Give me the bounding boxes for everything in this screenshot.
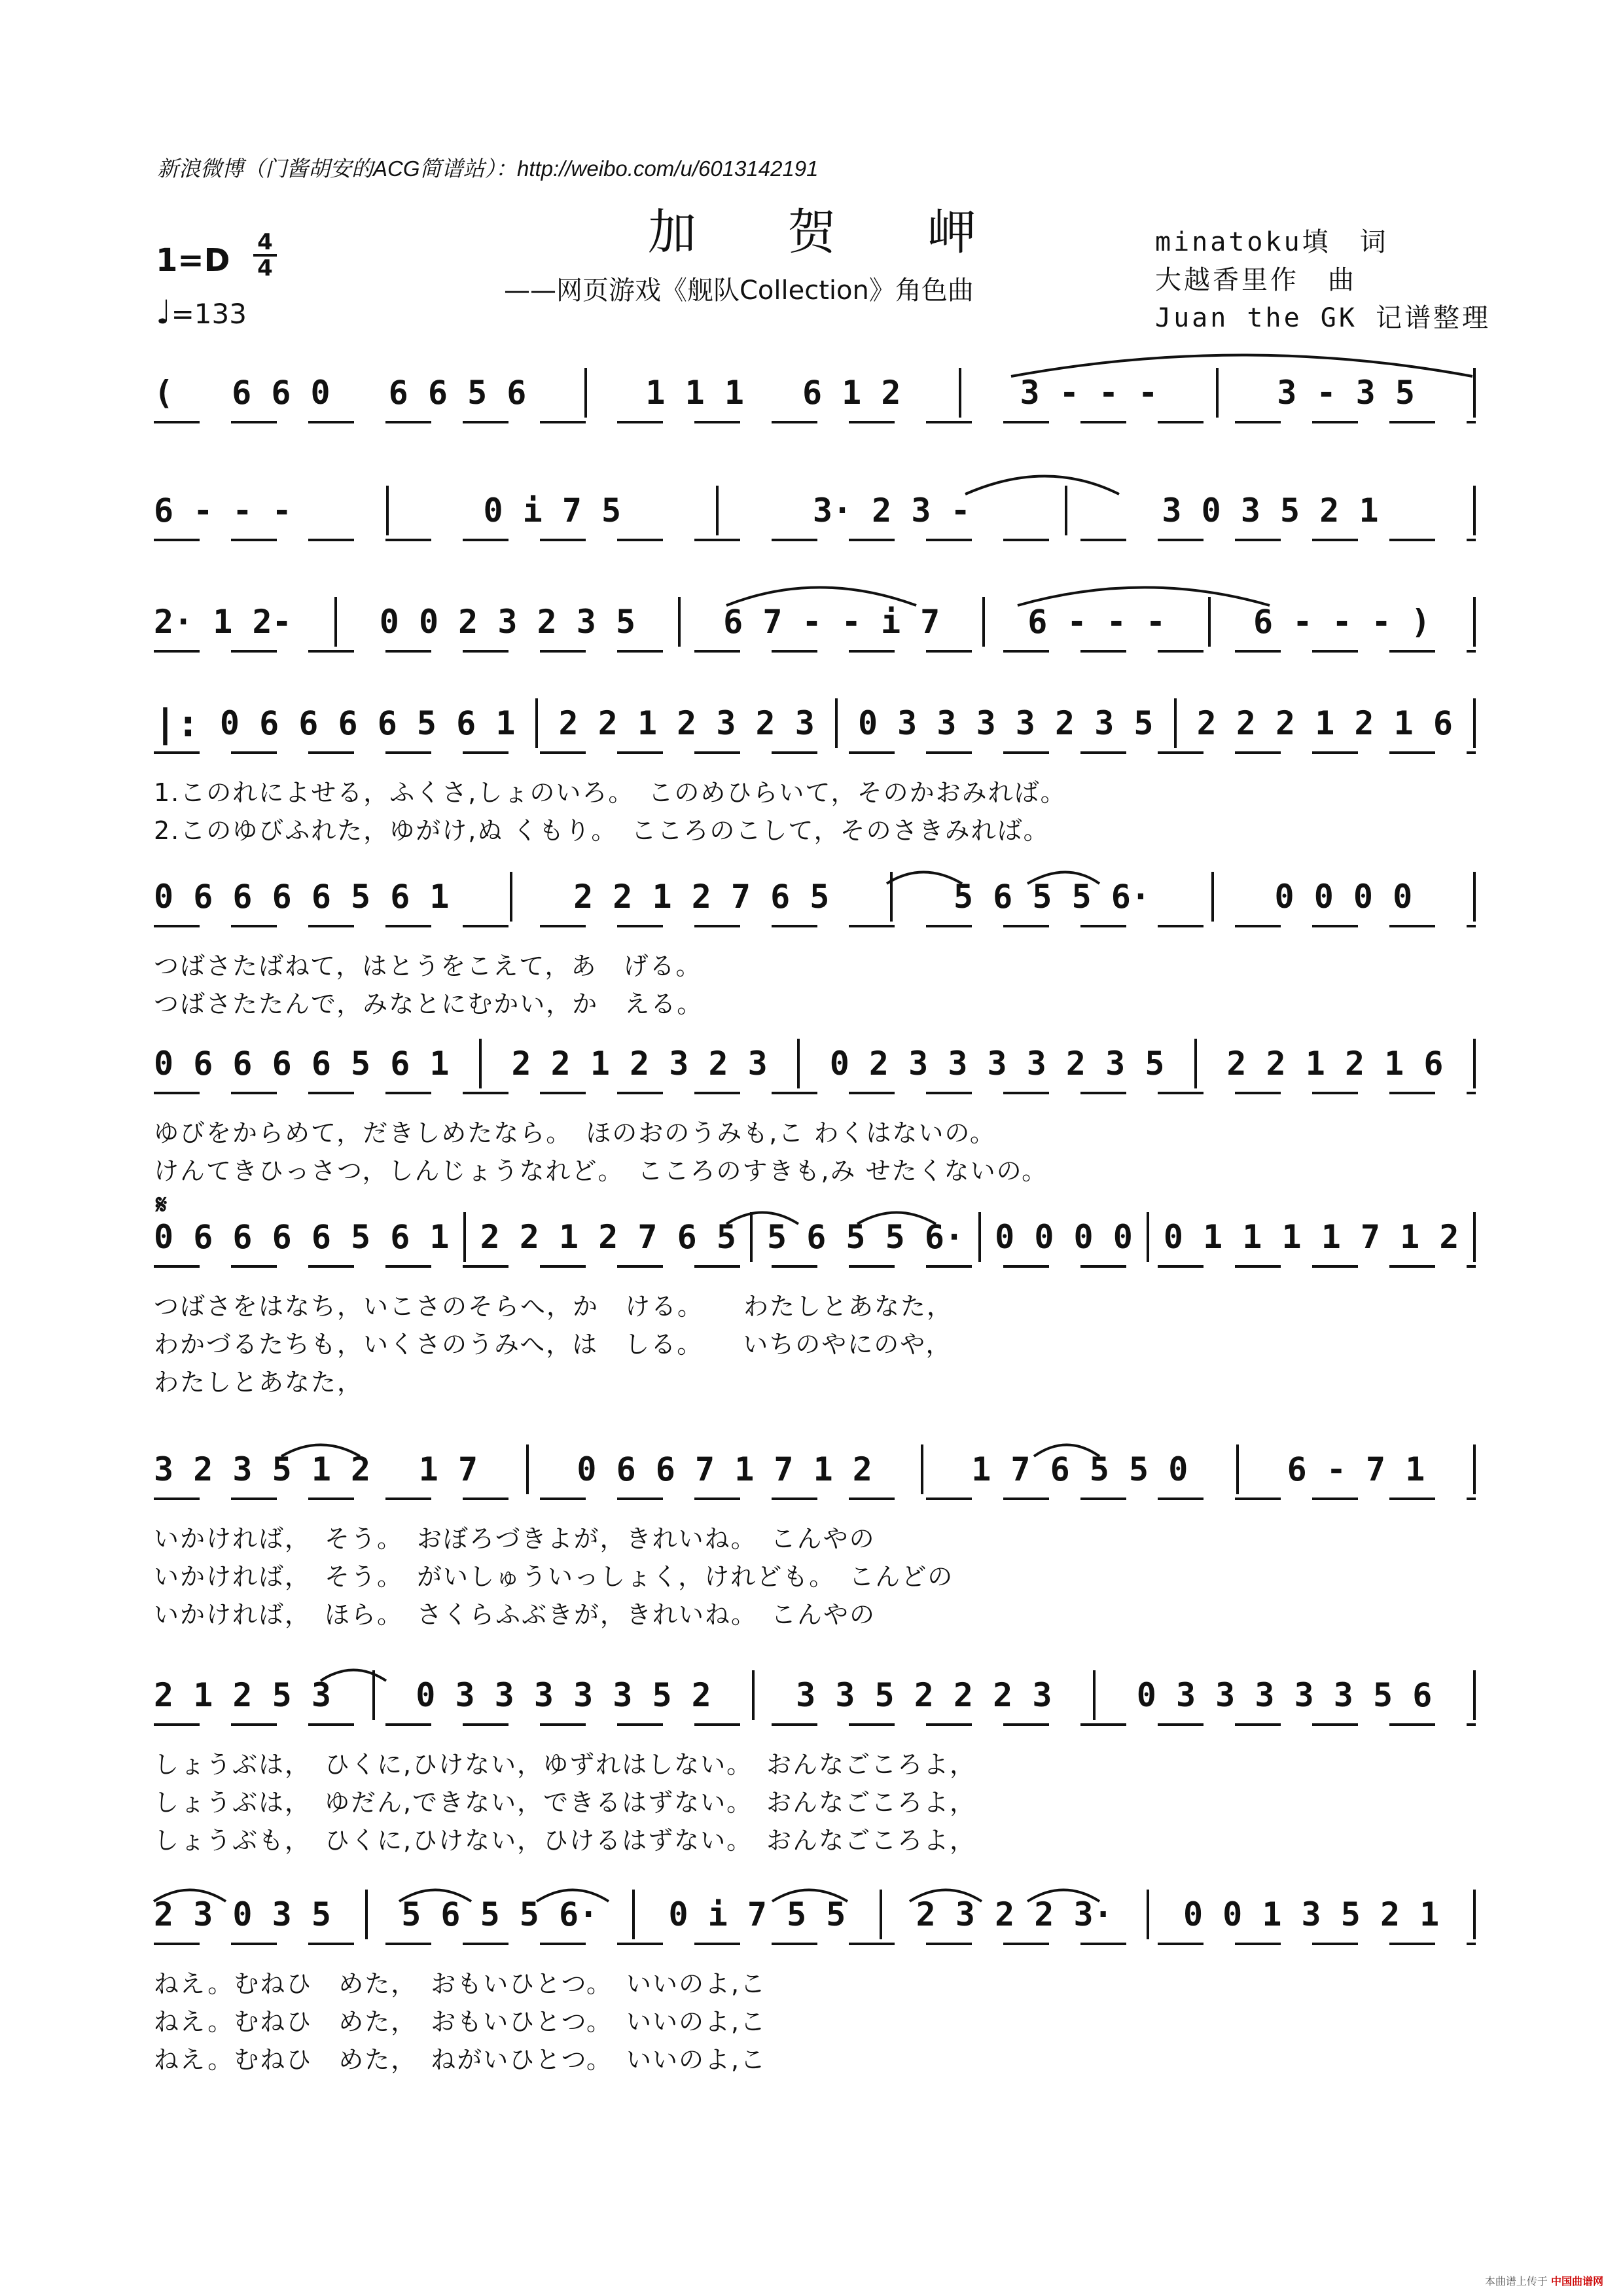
barline xyxy=(716,486,719,535)
lyric-line: しょうぶは， ひくに,ひけない，ゆずれはしない。 おんなごころよ， xyxy=(154,1750,976,1779)
note-group: 0 6 6 6 6 5 6 1 xyxy=(154,1218,450,1256)
time-sig-top: 4 xyxy=(257,229,273,255)
notes-line xyxy=(154,370,1476,416)
underline-beams xyxy=(154,925,1476,927)
underline-beams xyxy=(154,1498,1476,1500)
barline xyxy=(752,1670,755,1720)
footer-text: 本曲谱上传于 xyxy=(1484,2275,1548,2287)
note-group: 6 - 7 1 xyxy=(1287,1450,1425,1488)
barline xyxy=(959,368,961,418)
barline xyxy=(1174,698,1177,748)
lyric-line: いかければ， ほら。 さくらふぶきが，きれいね。 こんやの xyxy=(154,1600,876,1629)
barline xyxy=(1473,1890,1476,1939)
note-group: 3 3 5 2 2 2 3 xyxy=(796,1676,1052,1714)
barline xyxy=(1147,1212,1149,1262)
underline-beams xyxy=(154,1092,1476,1094)
barline xyxy=(880,1890,882,1939)
barline xyxy=(584,368,587,418)
note-group: 3 - - - xyxy=(1020,374,1158,412)
barline xyxy=(334,597,337,647)
lyric-line: わかづるたちも，いくさのうみへ，は しる。 いちのやにのや， xyxy=(154,1330,952,1359)
note-group: 6 - - - xyxy=(1027,603,1166,641)
note-group: 5 6 5 5 6· xyxy=(767,1218,965,1256)
lyric-line: わたしとあなた， xyxy=(154,1368,364,1397)
note-group: 0 0 0 0 xyxy=(1274,878,1413,916)
barline xyxy=(479,1039,482,1088)
note-group: 0 3 3 3 3 2 3 5 xyxy=(857,704,1154,742)
barline xyxy=(372,1670,375,1720)
footer-site: 中国曲谱网 xyxy=(1550,2275,1603,2287)
barline xyxy=(982,597,985,647)
note-group: 0 i 7 5 xyxy=(483,492,622,529)
underline-beams xyxy=(154,1723,1476,1726)
segno-icon: 𝄋 xyxy=(156,1190,168,1220)
lyric-line: つばさをはなち，いこさのそらへ，か ける。 わたしとあなた， xyxy=(154,1292,954,1321)
note-group: 6 6 0 xyxy=(232,374,330,412)
note-group: 0 6 6 6 6 5 6 1 xyxy=(154,1045,450,1083)
note-group: 6 - - - xyxy=(154,492,292,529)
barline xyxy=(1211,872,1214,922)
lyric-line: ゆびをからめて，だきしめたなら。 ほのおのうみも,こ わくはないの。 xyxy=(154,1119,996,1147)
barline xyxy=(1147,1890,1149,1939)
barline xyxy=(1473,1039,1476,1088)
underline-beams xyxy=(154,1265,1476,1268)
note-group: 1 1 1 xyxy=(645,374,744,412)
notes-line xyxy=(154,874,1476,920)
note-group: 6 - - - ) xyxy=(1253,603,1431,641)
barline xyxy=(750,1212,753,1262)
underline-beams xyxy=(154,751,1476,754)
lyric-line: しょうぶも， ひくに,ひけない，ひけるはずない。 おんなごころよ， xyxy=(154,1826,976,1855)
note-group: 0 6 6 6 6 5 6 1 xyxy=(154,878,450,916)
tempo-value: =133 xyxy=(171,298,247,330)
lyric-line: ねえ。むねひ めた， おもいひとつ。 いいのよ,こ xyxy=(154,2007,767,2036)
barline xyxy=(510,872,512,922)
note-group: ( xyxy=(154,374,174,412)
note-group: 0 0 2 3 2 3 5 xyxy=(379,603,636,641)
barline xyxy=(365,1890,368,1939)
lyric-line: いかければ， そう。 がいしゅういっしょく，けれども。 こんどの xyxy=(154,1562,954,1591)
barline xyxy=(1473,1212,1476,1262)
note-group: 2 2 1 2 1 6 xyxy=(1226,1045,1444,1083)
lyric-line: けんてきひっさつ，しんじょうなれど。 こころのすきも,み せたくないの。 xyxy=(154,1157,1048,1185)
note-group: 0 2 3 3 3 3 2 3 5 xyxy=(829,1045,1165,1083)
barline xyxy=(1473,872,1476,922)
note-group: 5 6 5 5 6· xyxy=(953,878,1150,916)
underline-beams xyxy=(154,1943,1476,1945)
barline xyxy=(1065,486,1067,535)
note-group: 2 2 1 2 3 2 3 xyxy=(558,704,815,742)
note-group: 6 1 2 xyxy=(802,374,901,412)
note-group: 0 0 0 0 xyxy=(995,1218,1133,1256)
barline xyxy=(1236,1444,1239,1494)
note-group: 6 6 5 6 xyxy=(388,374,527,412)
notes-line xyxy=(154,1214,1476,1260)
note-group: 2 2 1 2 7 6 5 xyxy=(480,1218,736,1256)
note-group: 3 - 3 5 xyxy=(1277,374,1415,412)
note-group: 3· 2 3 - xyxy=(812,492,971,529)
tempo-marking xyxy=(156,293,247,331)
note-group: 3 0 3 5 2 1 xyxy=(1162,492,1379,529)
note-group: 0 1 1 1 1 7 1 2 xyxy=(1163,1218,1459,1256)
underline-beams xyxy=(154,650,1476,653)
footer-credit xyxy=(1485,2273,1603,2288)
barline xyxy=(1473,1444,1476,1494)
note-group: 2 1 2 5 3 xyxy=(154,1676,331,1714)
notes-line xyxy=(154,700,1476,746)
note-group: 2· 1 2- xyxy=(154,603,292,641)
barline xyxy=(526,1444,529,1494)
note-group: 0 i 7 5 5 xyxy=(668,1895,846,1933)
barline xyxy=(463,1212,466,1262)
barline xyxy=(1473,597,1476,647)
song-title: 加 贺 岬 xyxy=(648,204,1014,260)
barline xyxy=(1093,1670,1096,1720)
note-group: 0 6 6 6 6 5 6 1 xyxy=(219,704,516,742)
credit-composer: 大越香里作 曲 xyxy=(1155,265,1357,295)
notes-line xyxy=(154,1041,1476,1086)
quarter-note-icon: ♩ xyxy=(156,293,171,331)
notes-line xyxy=(154,1892,1476,1937)
barline xyxy=(890,872,893,922)
note-group: 2 2 1 2 7 6 5 xyxy=(573,878,830,916)
note-group: 2 2 1 2 3 2 3 xyxy=(511,1045,768,1083)
time-signature xyxy=(252,230,278,280)
note-group: 1 7 xyxy=(418,1450,478,1488)
note-group: 6 7 - - i 7 xyxy=(723,603,940,641)
barline xyxy=(632,1890,635,1939)
lyric-line: つばさたたんで，みなとにむかい，か える。 xyxy=(154,990,704,1018)
notes-line xyxy=(154,1446,1476,1492)
barline xyxy=(1473,1670,1476,1720)
lyric-line: しょうぶは， ゆだん,できない，できるはずない。 おんなごころよ， xyxy=(154,1788,976,1817)
note-group: 2 3 0 3 5 xyxy=(154,1895,331,1933)
key-signature: 1=D xyxy=(156,242,230,279)
lyric-line: ねえ。むねひ めた， おもいひとつ。 いいのよ,こ xyxy=(154,1969,767,1998)
barline xyxy=(1216,368,1219,418)
barline xyxy=(978,1212,981,1262)
note-group: 5 6 5 5 6· xyxy=(401,1895,599,1933)
barline xyxy=(835,698,838,748)
note-group: 1 7 6 5 5 0 xyxy=(971,1450,1188,1488)
lyric-line: ねえ。むねひ めた， ねがいひとつ。 いいのよ,こ xyxy=(154,2045,767,2074)
note-group: 2 2 2 1 2 1 6 xyxy=(1196,704,1453,742)
lyric-line: 1.このれによせる，ふくさ,しょのいろ。 このめひらいて，そのかおみれば。 xyxy=(154,778,1067,807)
repeat-sign: |: xyxy=(154,701,200,745)
notes-line xyxy=(154,599,1476,645)
notes-line xyxy=(154,488,1476,533)
credit-transcriber: Juan the GK 记谱整理 xyxy=(1155,303,1491,333)
underline-beams xyxy=(154,421,1476,423)
song-subtitle: ——网页游戏《舰队Collection》角色曲 xyxy=(504,276,974,306)
barline xyxy=(921,1444,923,1494)
note-group: 2 3 2 2 3· xyxy=(916,1895,1113,1933)
note-group: 0 3 3 3 3 3 5 6 xyxy=(1136,1676,1433,1714)
lyric-line: 2.このゆびふれた，ゆがけ,ぬ くもり。 こころのこして，そのさきみれば。 xyxy=(154,816,1050,845)
note-group: 0 3 3 3 3 3 5 2 xyxy=(416,1676,711,1714)
lyric-line: いかければ， そう。 おぼろづきよが，きれいね。 こんやの xyxy=(154,1524,876,1553)
note-group: 0 0 1 3 5 2 1 xyxy=(1183,1895,1440,1933)
credit-lyricist: minatoku填 词 xyxy=(1155,227,1389,257)
barline xyxy=(797,1039,800,1088)
underline-beams xyxy=(154,539,1476,541)
barline xyxy=(1473,368,1476,418)
source-note: 新浪微博（门酱胡安的ACG简谱站）：http://weibo.com/u/6013142191 xyxy=(157,156,819,181)
time-sig-bottom: 4 xyxy=(257,255,273,281)
barline xyxy=(1473,698,1476,748)
barline xyxy=(1194,1039,1197,1088)
barline xyxy=(1473,486,1476,535)
lyric-line: つばさたばねて，はとうをこえて，あ げる。 xyxy=(154,952,702,980)
barline xyxy=(535,698,538,748)
notes-line xyxy=(154,1672,1476,1718)
barline xyxy=(678,597,681,647)
barline xyxy=(1208,597,1211,647)
note-group: 3 2 3 5 1 2 xyxy=(154,1450,371,1488)
note-group: 0 6 6 7 1 7 1 2 xyxy=(577,1450,872,1488)
barline xyxy=(386,486,389,535)
